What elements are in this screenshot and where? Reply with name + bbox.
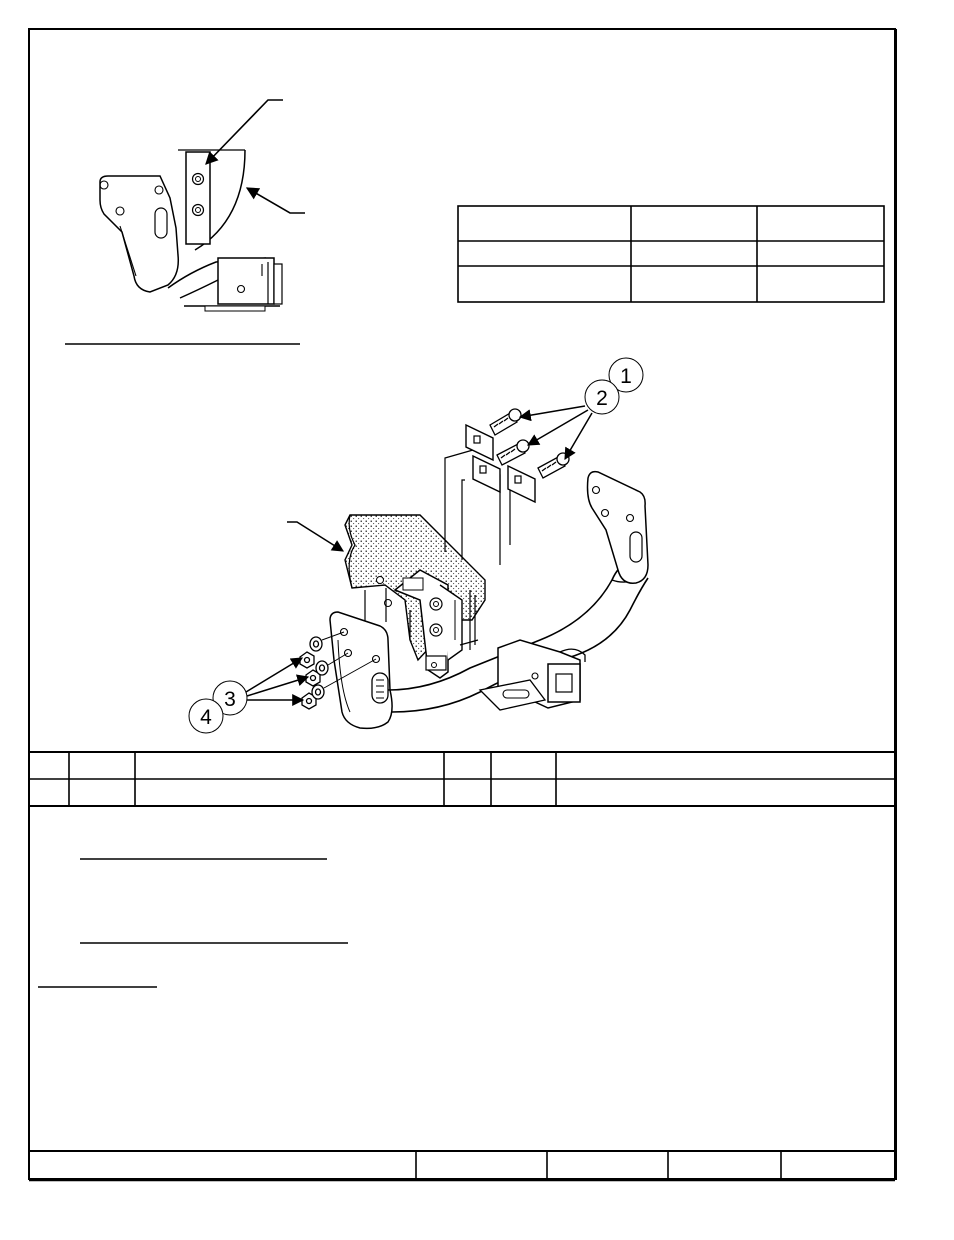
- callout-label-4: 4: [200, 706, 212, 729]
- detail-view: [65, 100, 305, 344]
- application-table: [458, 206, 884, 302]
- exploded-assembly: [189, 358, 648, 733]
- callout-label-3: 3: [224, 688, 236, 711]
- callout-label-1: 1: [620, 365, 632, 388]
- washer-icon: [310, 637, 328, 699]
- instruction-headings: [38, 859, 348, 987]
- left-side-plate: [330, 612, 392, 728]
- parts-list-table: [29, 752, 895, 806]
- spacer-plate-icon: [466, 425, 535, 502]
- callout-balloon-4: [189, 699, 223, 733]
- right-side-plate: [588, 472, 649, 584]
- callout-label-2: 2: [596, 387, 608, 410]
- title-block: [29, 1151, 895, 1179]
- callout-balloon-2: [585, 380, 619, 414]
